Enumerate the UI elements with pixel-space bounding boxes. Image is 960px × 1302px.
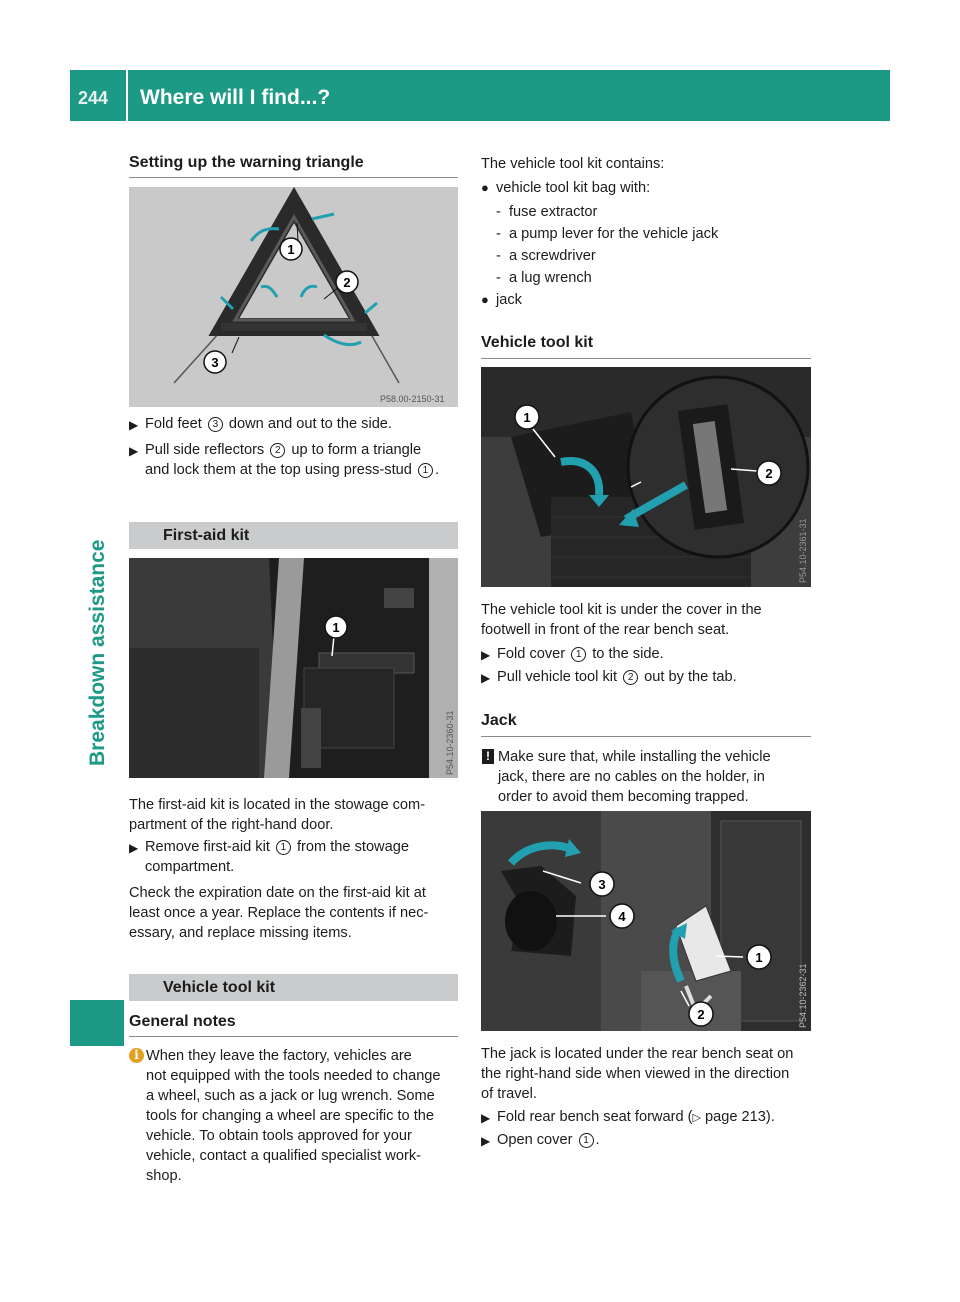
callout-3: [204, 351, 226, 373]
note-line-2: not equipped with the tools needed to change: [146, 1068, 441, 1084]
step-marker: ▶: [129, 444, 139, 458]
svg-text:1: 1: [523, 410, 531, 425]
callout-1: [747, 945, 771, 969]
warning-triangle-image: [129, 187, 458, 407]
triangle-step-2: Pull side reflectors 2 up to form a triangle: [145, 442, 422, 458]
contents-bullet-1: vehicle tool kit bag with:: [496, 180, 651, 196]
firstaid-image-code: P54.10-2360-31: [445, 710, 455, 775]
triangle-image-code: P58.00-2150-31: [380, 394, 445, 404]
contents-sub-3: - a screwdriver: [496, 248, 596, 264]
toolkit-image-code: P54.10-2361-31: [798, 518, 808, 583]
contents-bullet-2: jack: [496, 292, 522, 308]
toolkit-desc-1: The vehicle tool kit is under the cover in the: [481, 602, 762, 618]
note-line-1: When they leave the factory, vehicles are: [146, 1048, 412, 1064]
general-notes-heading: General notes: [129, 1013, 236, 1030]
svg-text:3: 3: [598, 877, 606, 892]
triangle-step-1: Fold feet 3 down and out to the side.: [145, 416, 392, 432]
firstaid-image: [129, 558, 458, 778]
firstaid-check-1: Check the expiration date on the first-aid kit at: [129, 885, 426, 901]
step-marker: ▶: [481, 1134, 491, 1148]
bullet-marker: ●: [481, 292, 489, 307]
toolkit-step-2: Pull vehicle tool kit 2 out by the tab.: [497, 669, 737, 685]
general-notes-rule: [129, 1036, 458, 1037]
triangle-step-2-cont: and lock them at the top using press-stud 1 .: [145, 462, 440, 478]
toolkit-desc-2: footwell in front of the rear bench seat.: [481, 622, 730, 638]
bullet-marker: ●: [481, 180, 489, 195]
contents-sub-1: - fuse extractor: [496, 204, 598, 220]
contents-sub-2: - a pump lever for the vehicle jack: [496, 226, 719, 242]
jack-warning-1: Make sure that, while installing the vehicle: [498, 749, 771, 765]
firstaid-heading: First-aid kit: [129, 522, 458, 549]
step-marker: ▶: [481, 671, 491, 685]
callout-2: [689, 1002, 713, 1026]
svg-text:2: 2: [697, 1007, 705, 1022]
jack-heading: Jack: [481, 712, 517, 729]
step-marker: ▶: [129, 841, 139, 855]
triangle-heading: Setting up the warning triangle: [129, 154, 364, 171]
firstaid-check-3: essary, and replace missing items.: [129, 925, 352, 941]
callout-3: [590, 872, 614, 896]
contents-intro: The vehicle tool kit contains:: [481, 156, 665, 172]
page-number: 244: [78, 88, 109, 108]
side-tab: [86, 539, 116, 782]
header-divider: [126, 70, 128, 121]
firstaid-desc-2: partment of the right-hand door.: [129, 817, 334, 833]
firstaid-step: Remove first-aid kit 1 from the stowage: [145, 839, 409, 855]
side-tab-block: [70, 1000, 124, 1046]
svg-text:1: 1: [287, 242, 295, 257]
svg-text:4: 4: [618, 909, 626, 924]
step-marker: ▶: [481, 648, 491, 662]
note-line-4: tools for changing a wheel are specific to the: [146, 1108, 434, 1124]
svg-text:1: 1: [755, 950, 763, 965]
jack-warning-3: order to avoid them becoming trapped.: [498, 789, 749, 805]
jack-heading-rule: [481, 736, 811, 737]
side-tab-label: Breakdown assistance: [86, 539, 109, 766]
firstaid-desc-1: The first-aid kit is located in the stowage com-: [129, 797, 426, 813]
toolkit-step-1: Fold cover 1 to the side.: [497, 646, 664, 662]
jack-desc-2: the right-hand side when viewed in the direction: [481, 1066, 790, 1082]
note-line-7: shop.: [146, 1168, 182, 1184]
callout-1: [280, 238, 302, 260]
svg-text:3: 3: [211, 355, 219, 370]
toolkit-heading: Vehicle tool kit: [481, 334, 594, 351]
svg-text:2: 2: [343, 275, 351, 290]
callout-1: [515, 405, 539, 429]
callout-2: [336, 271, 358, 293]
jack-image-code: P54.10-2362-31: [798, 963, 808, 1028]
svg-text:1: 1: [332, 620, 340, 635]
contents-sub-4: - a lug wrench: [496, 270, 592, 286]
note-line-3: a wheel, such as a jack or lug wrench. Some: [146, 1088, 435, 1104]
step-marker: ▶: [129, 418, 139, 432]
note-line-6: vehicle, contact a qualified specialist work-: [146, 1148, 421, 1164]
firstaid-check-2: least once a year. Replace the contents if nec-: [129, 905, 429, 921]
chapter-title: Where will I find...?: [140, 86, 331, 109]
note-line-5: vehicle. To obtain tools approved for your: [146, 1128, 412, 1144]
jack-step-1: Fold rear bench seat forward (▷ page 213).: [497, 1109, 775, 1125]
jack-desc-3: of travel.: [481, 1086, 537, 1102]
toolkit-image: [481, 367, 811, 587]
jack-image: [481, 811, 811, 1031]
triangle-heading-rule: [129, 177, 458, 178]
toolkit-section-heading: Vehicle tool kit: [129, 974, 458, 1001]
page-reference-arrow: ▷: [692, 1112, 701, 1124]
toolkit-heading-rule: [481, 358, 811, 359]
firstaid-step-cont: compartment.: [145, 859, 235, 875]
jack-warning-2: jack, there are no cables on the holder, in: [498, 769, 765, 785]
svg-text:2: 2: [765, 466, 773, 481]
callout-1: [325, 616, 347, 638]
jack-step-2: Open cover 1 .: [497, 1132, 600, 1148]
jack-desc-1: The jack is located under the rear bench seat on: [481, 1046, 794, 1062]
info-icon: i: [129, 1048, 144, 1063]
callout-4: [610, 904, 634, 928]
step-marker: ▶: [481, 1111, 491, 1125]
callout-2: [757, 461, 781, 485]
warning-icon: !: [482, 749, 494, 764]
